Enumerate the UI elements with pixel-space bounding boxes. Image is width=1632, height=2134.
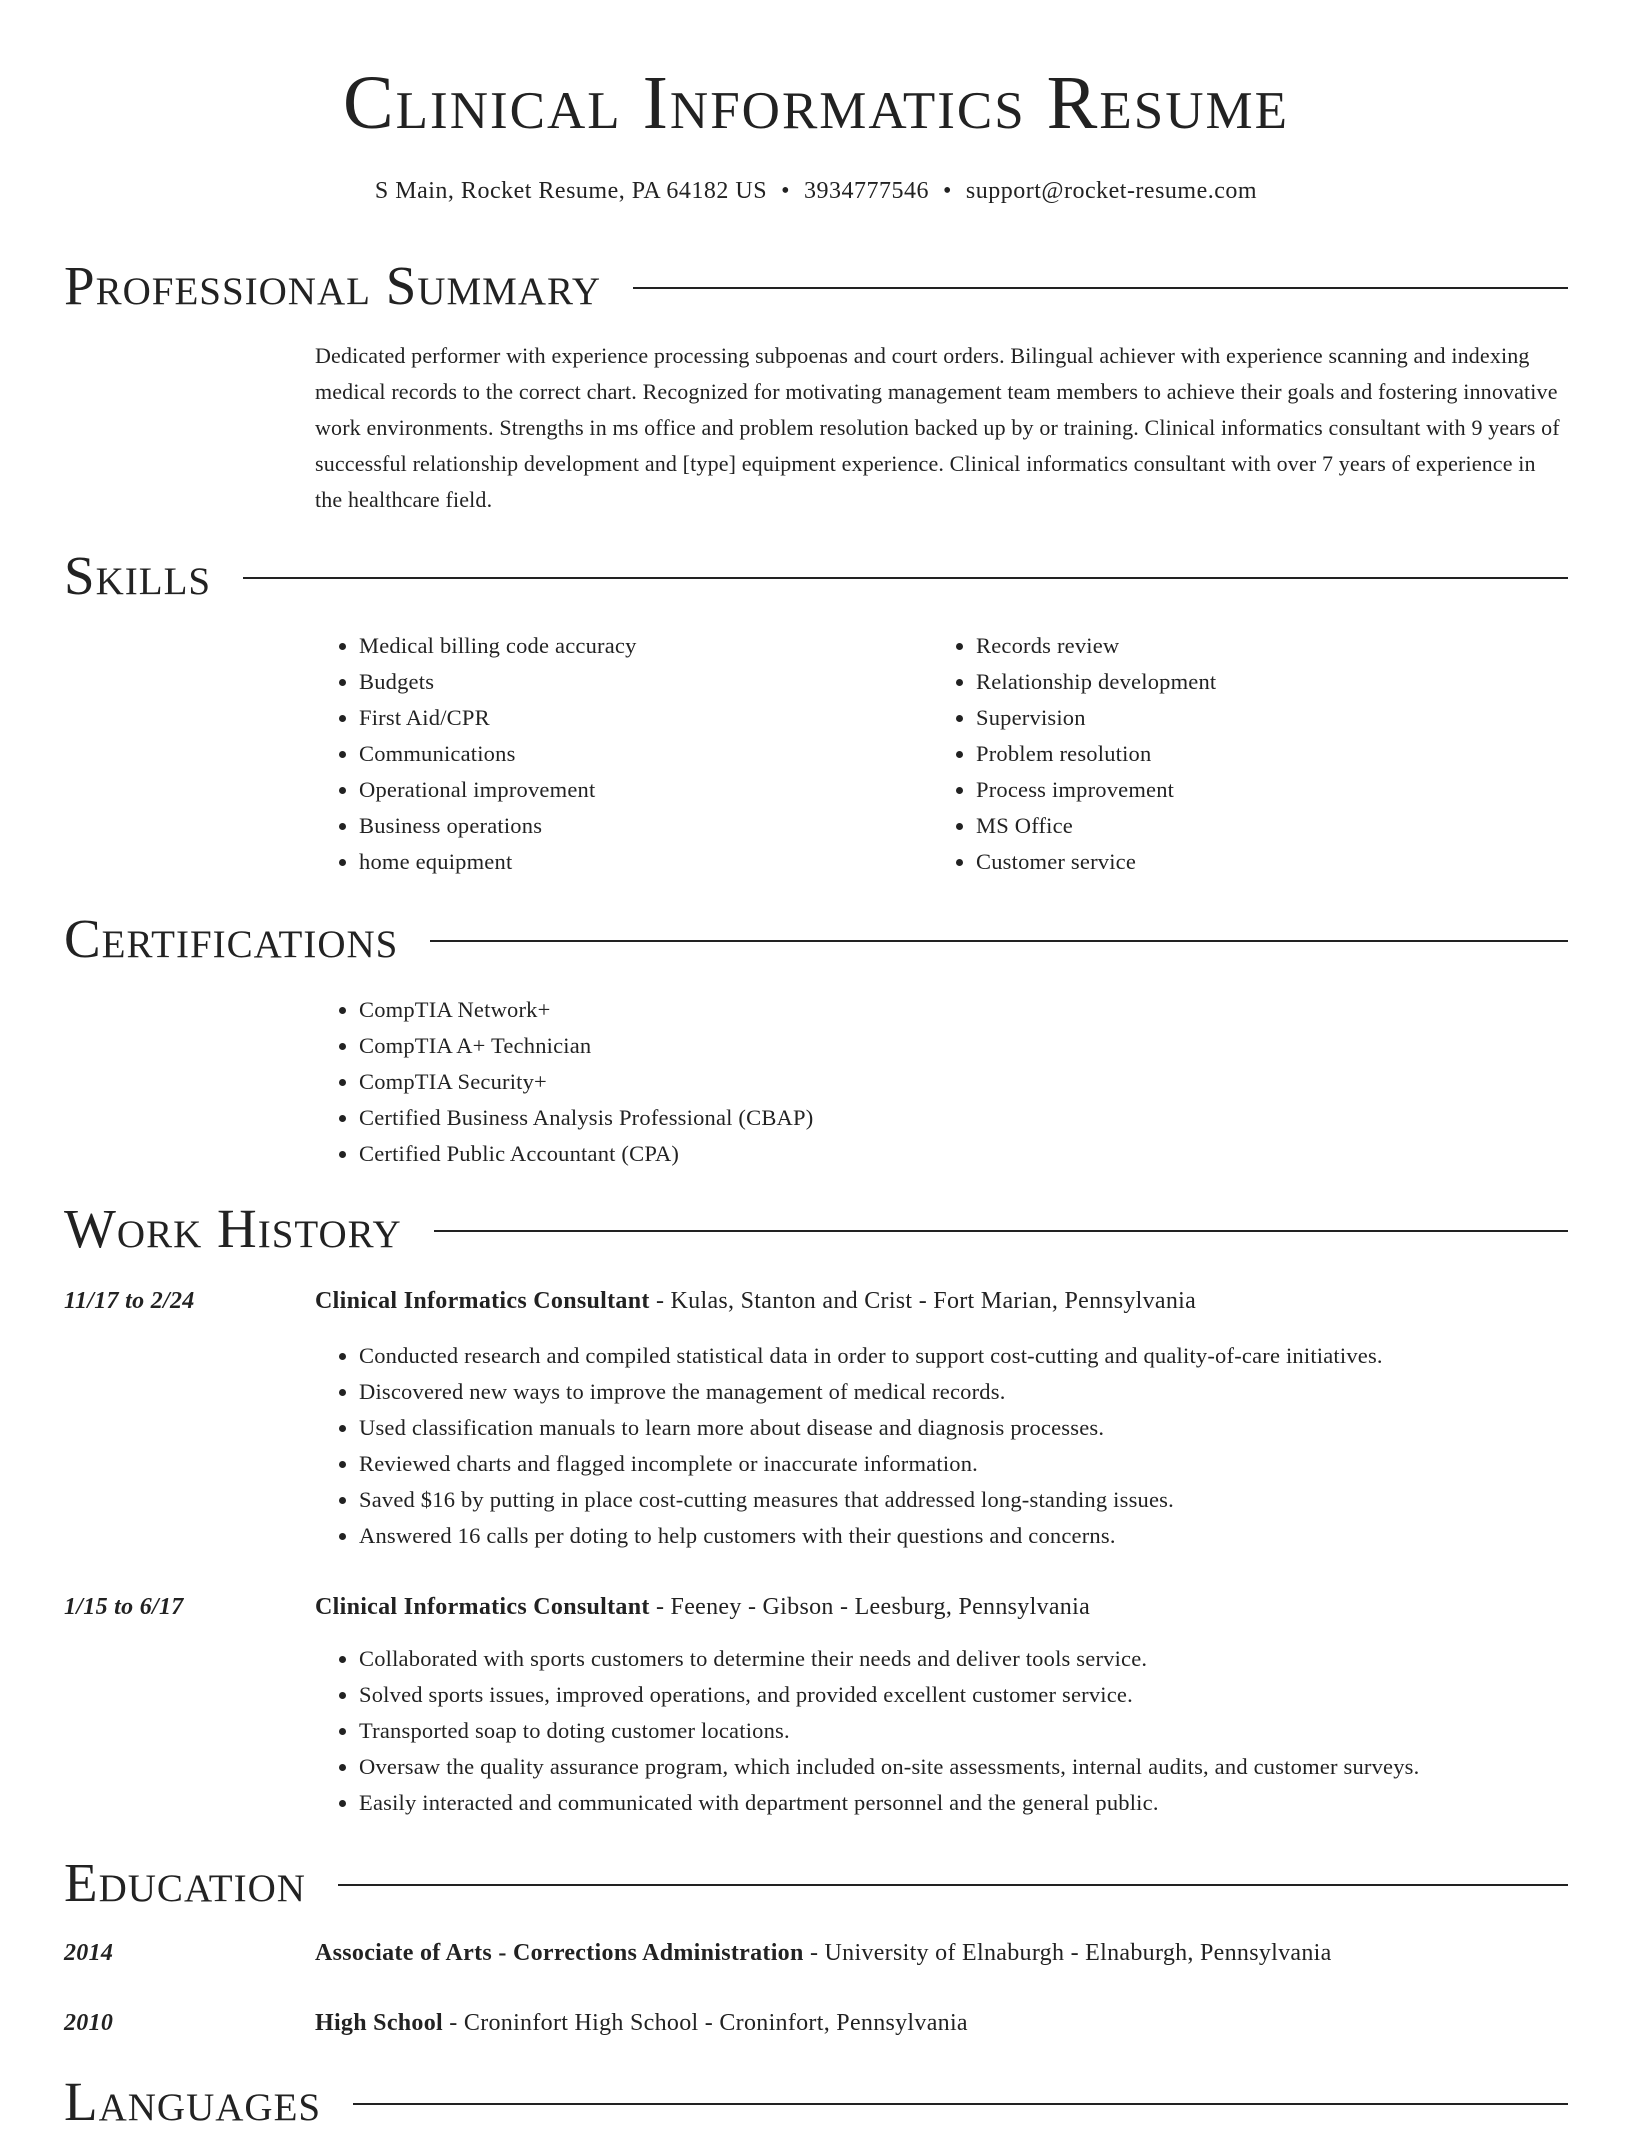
skills-heading bbox=[64, 544, 1568, 608]
skill-item: • Business operations bbox=[359, 808, 919, 844]
education-heading bbox=[64, 1851, 1568, 1915]
skill-item: • Communications bbox=[359, 736, 919, 772]
skills-list-right bbox=[932, 628, 1576, 880]
skill-item: • Records review bbox=[976, 628, 1576, 664]
section-divider bbox=[430, 940, 1568, 942]
summary-title: Professional Summary bbox=[64, 255, 602, 316]
job-bullet: • Transported soap to doting customer locations. bbox=[359, 1713, 1609, 1749]
skills-title: Skills bbox=[64, 545, 212, 606]
summary-text: Dedicated performer with experience processing subpoenas and court orders. Bilingual achiever with experience scanning and indexing medical records to the correct chart. Recognized for motivating management team members to achieve their goals and fostering innovative work environments. Strengths in ms office and problem resolution backed up by or training. Clinical informatics consultant with 9 years of successful relationship development and [type] equipment experience. Clinical informatics consultant with over 7 years of experience in the healthcare field. bbox=[315, 343, 1560, 512]
skill-item: • Medical billing code accuracy bbox=[359, 628, 919, 664]
job-employer: - Feeney - Gibson - Leesburg, Pennsylvania bbox=[649, 1594, 1091, 1620]
skill-item: • Budgets bbox=[359, 664, 919, 700]
job-bullet: • Used classification manuals to learn more about disease and diagnosis processes. bbox=[359, 1410, 1609, 1446]
certification-item: • CompTIA Network+ bbox=[359, 992, 1559, 1028]
certification-item: • Certified Business Analysis Professional (CBAP) bbox=[359, 1100, 1559, 1136]
job-bullet: • Conducted research and compiled statistical data in order to support cost-cutting and quality-of-care initiatives. bbox=[359, 1338, 1609, 1374]
work-history-heading bbox=[64, 1197, 1568, 1261]
section-divider bbox=[243, 577, 1568, 579]
skill-item: • MS Office bbox=[976, 808, 1576, 844]
job-bullet: • Easily interacted and communicated with department personnel and the general public. bbox=[359, 1785, 1609, 1821]
education-year: 2014 bbox=[64, 1940, 114, 1966]
skill-item: • Operational improvement bbox=[359, 772, 919, 808]
education-degree: Associate of Arts - Corrections Administration bbox=[315, 1940, 804, 1966]
skill-item: • home equipment bbox=[359, 844, 919, 880]
skill-item: • Relationship development bbox=[976, 664, 1576, 700]
job-bullets bbox=[315, 1641, 1609, 1821]
education-school: - University of Elnaburgh - Elnaburgh, Pennsylvania bbox=[803, 1940, 1332, 1966]
job-detail bbox=[315, 1284, 1568, 1318]
education-school: - Croninfort High School - Croninfort, Pennsylvania bbox=[443, 2010, 968, 2036]
job-detail bbox=[315, 1590, 1568, 1624]
certification-item: • CompTIA Security+ bbox=[359, 1064, 1559, 1100]
job-dates: 11/17 to 2/24 bbox=[64, 1288, 195, 1314]
job-employer: - Kulas, Stanton and Crist - Fort Marian, Pennsylvania bbox=[649, 1288, 1197, 1314]
skill-item: • Process improvement bbox=[976, 772, 1576, 808]
skill-item: • Customer service bbox=[976, 844, 1576, 880]
education-detail bbox=[315, 2006, 1568, 2040]
education-title: Education bbox=[64, 1852, 306, 1913]
job-bullet: • Reviewed charts and flagged incomplete or inaccurate information. bbox=[359, 1446, 1609, 1482]
skill-item: • Supervision bbox=[976, 700, 1576, 736]
work-history-title: Work History bbox=[64, 1198, 402, 1259]
contact-address: S Main, Rocket Resume, PA 64182 US bbox=[374, 178, 768, 204]
certifications-title: Certifications bbox=[64, 908, 399, 969]
section-divider bbox=[353, 2103, 1568, 2105]
contact-separator: • bbox=[942, 178, 952, 204]
resume-title: Clinical Informatics Resume bbox=[342, 61, 1290, 145]
education-detail bbox=[315, 1936, 1568, 1970]
job-bullet: • Collaborated with sports customers to determine their needs and deliver tools service. bbox=[359, 1641, 1609, 1677]
certifications-list bbox=[315, 992, 1559, 1172]
contact-phone: 3934777546 bbox=[803, 178, 929, 204]
job-bullet: • Discovered new ways to improve the management of medical records. bbox=[359, 1374, 1609, 1410]
job-bullet: • Oversaw the quality assurance program, which included on-site assessments, internal audits, and customer surveys. bbox=[359, 1749, 1609, 1785]
contact-email: support@rocket-resume.com bbox=[965, 178, 1258, 204]
job-bullet: • Saved $16 by putting in place cost-cutting measures that addressed long-standing issues. bbox=[359, 1482, 1609, 1518]
summary-heading bbox=[64, 254, 1568, 318]
job-role: Clinical Informatics Consultant bbox=[315, 1594, 650, 1620]
job-role: Clinical Informatics Consultant bbox=[315, 1288, 650, 1314]
skill-item: • Problem resolution bbox=[976, 736, 1576, 772]
languages-heading bbox=[64, 2070, 1568, 2134]
job-bullet: • Solved sports issues, improved operations, and provided excellent customer service. bbox=[359, 1677, 1609, 1713]
skill-item: • First Aid/CPR bbox=[359, 700, 919, 736]
skills-list-left bbox=[315, 628, 919, 880]
job-bullets bbox=[315, 1338, 1609, 1554]
languages-title: Languages bbox=[64, 2071, 322, 2132]
education-degree: High School bbox=[315, 2010, 443, 2036]
contact-line bbox=[0, 174, 1632, 208]
education-year: 2010 bbox=[64, 2010, 114, 2036]
certification-item: • CompTIA A+ Technician bbox=[359, 1028, 1559, 1064]
certification-item: • Certified Public Accountant (CPA) bbox=[359, 1136, 1559, 1172]
section-divider bbox=[338, 1884, 1568, 1886]
job-bullet: • Answered 16 calls per doting to help customers with their questions and concerns. bbox=[359, 1518, 1609, 1554]
section-divider bbox=[633, 287, 1568, 289]
section-divider bbox=[434, 1230, 1568, 1232]
certifications-heading bbox=[64, 907, 1568, 971]
contact-separator: • bbox=[781, 178, 790, 204]
job-dates: 1/15 to 6/17 bbox=[64, 1594, 184, 1620]
